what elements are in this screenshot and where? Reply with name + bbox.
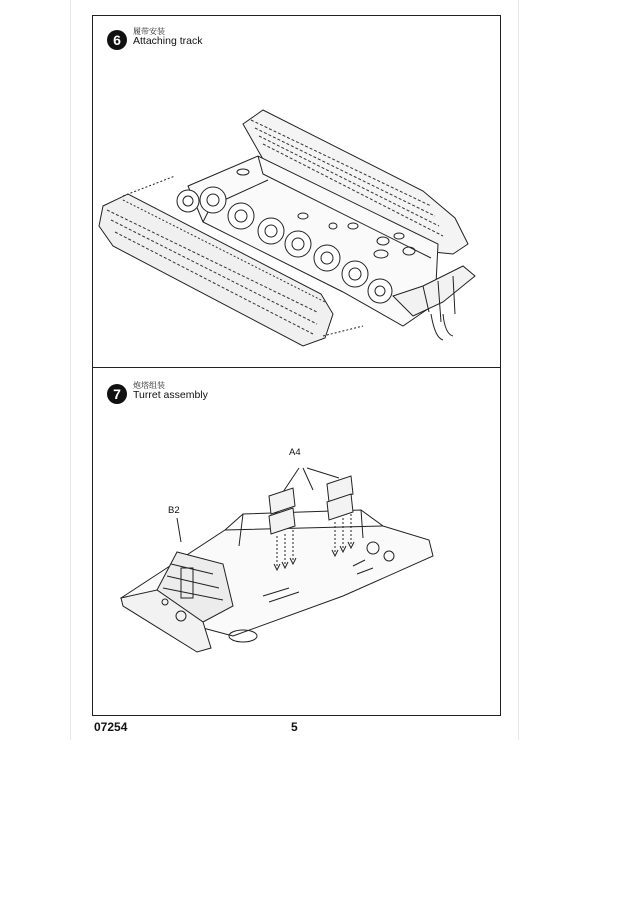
step-7-header (107, 382, 208, 404)
step-7-title-en: Turret assembly (133, 389, 208, 402)
step-6-number-badge: 6 (107, 30, 127, 50)
track-assembly-drawing (93, 76, 499, 366)
part-label-b2: B2 (168, 505, 180, 516)
step-6-title-cn: 履带安装 (133, 27, 165, 36)
page-number: 5 (291, 720, 298, 734)
step-7-number-badge: 7 (107, 384, 127, 404)
product-code: 07254 (94, 720, 128, 734)
step-6-title-en: Attaching track (133, 35, 203, 48)
page-edge-left (70, 0, 71, 740)
part-label-a4: A4 (289, 447, 301, 458)
step-6-header (107, 28, 202, 50)
step-7-title-cn: 炮塔组装 (133, 381, 165, 390)
step-7-title (133, 382, 208, 401)
step-6-title (133, 28, 202, 47)
step-divider (93, 367, 500, 368)
page-edge-right (518, 0, 519, 740)
turret-assembly-drawing (93, 456, 499, 676)
instruction-frame (92, 15, 501, 716)
